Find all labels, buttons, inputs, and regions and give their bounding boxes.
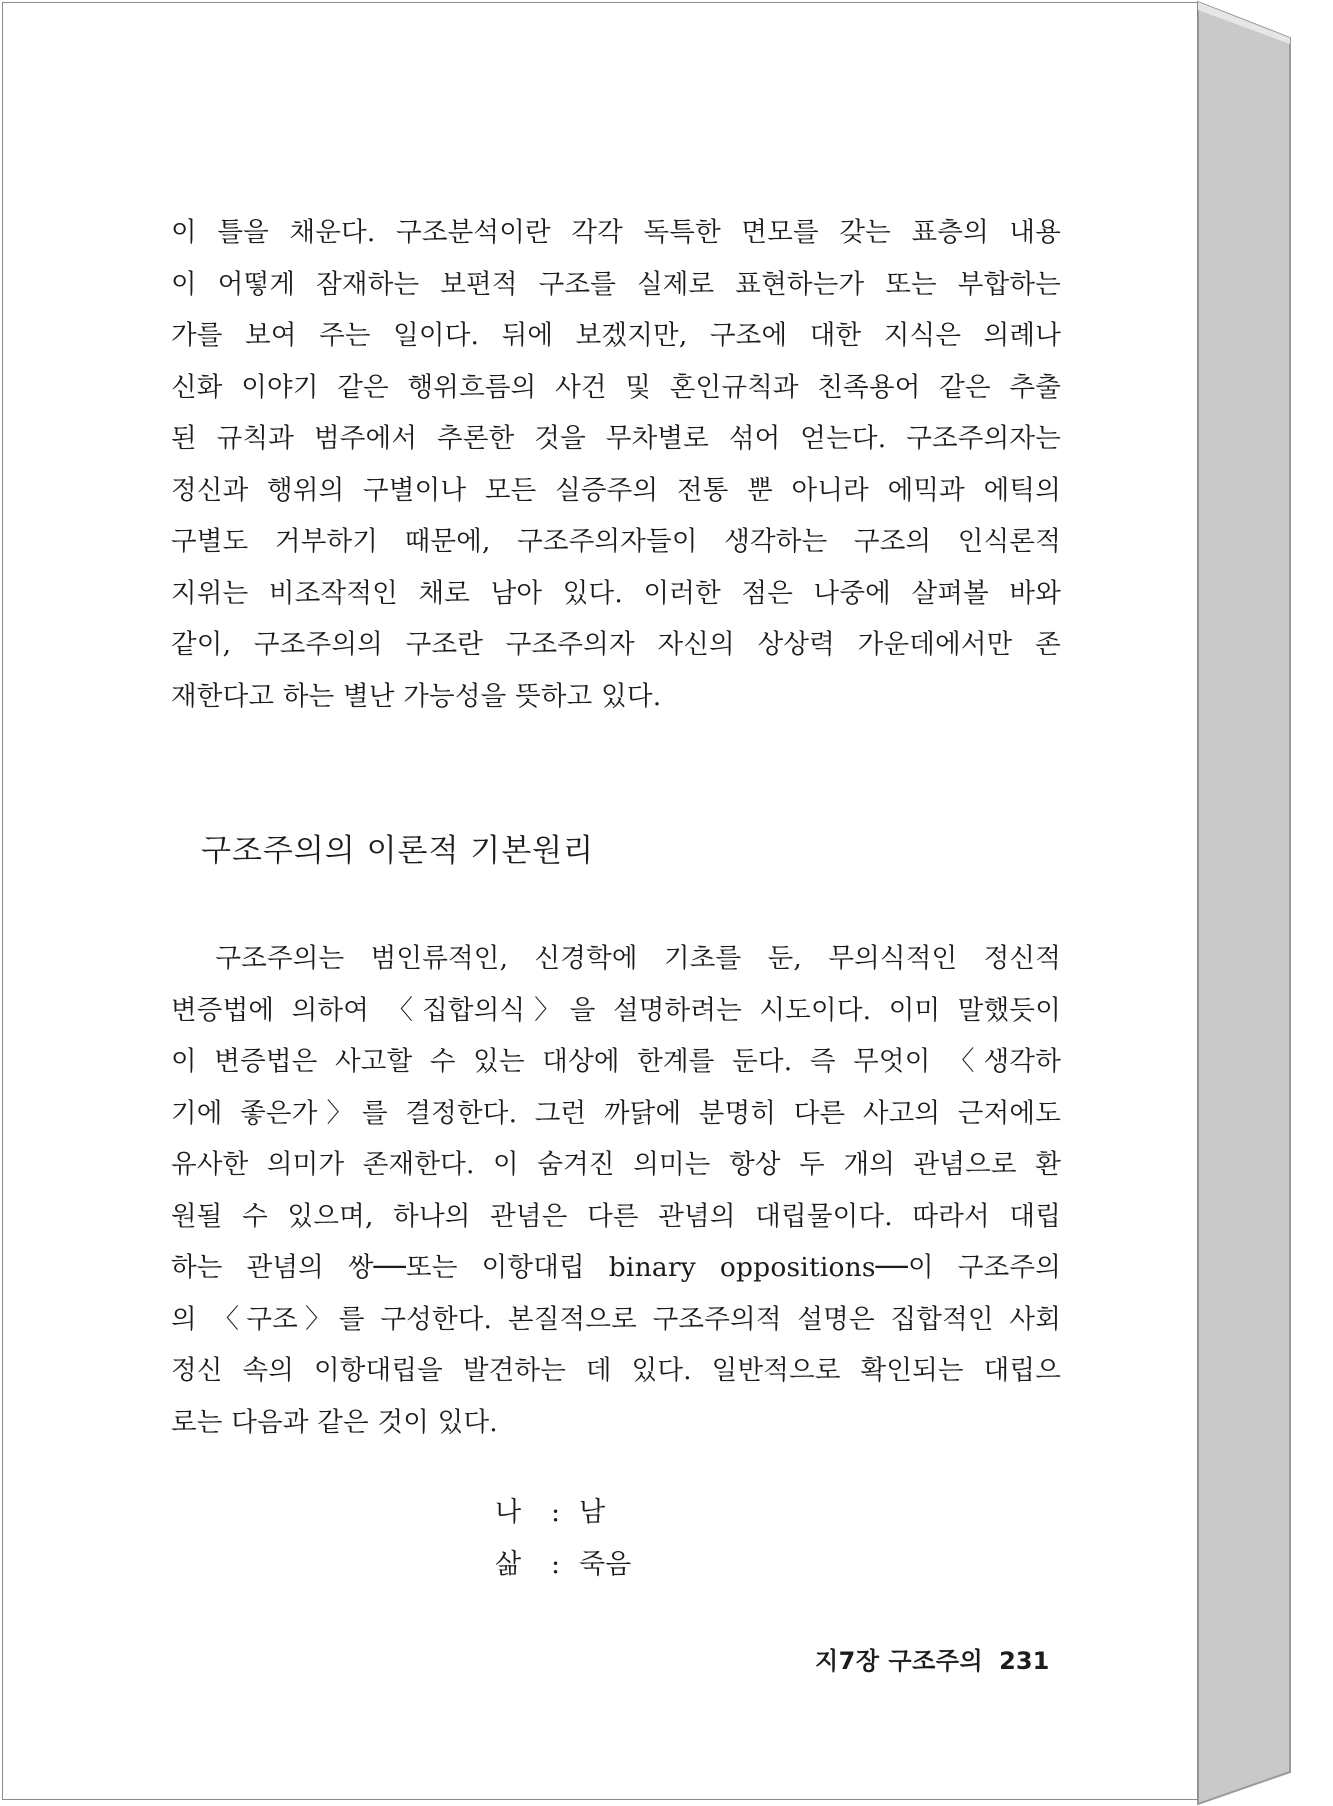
section-heading: 구조주의의 이론적 기본원리 bbox=[201, 833, 595, 869]
text-line: 이 어떻게 잠재하는 보편적 구조를 실제로 표현하는가 또는 부합하는 bbox=[171, 268, 1061, 300]
paragraph-structuralism-principles bbox=[171, 933, 1061, 1448]
opposition-separator: : bbox=[551, 1549, 561, 1580]
text-line: 이 틀을 채운다. 구조분석이란 각각 독특한 면모를 갖는 표층의 내용 bbox=[171, 217, 1061, 248]
text-line: 의 〈구조〉를 구성한다. 본질적으로 구조주의적 설명은 집합적인 사회 bbox=[171, 1303, 1061, 1335]
text-line: 신화 이야기 같은 행위흐름의 사건 및 혼인규칙과 친족용어 같은 추출 bbox=[171, 371, 1061, 403]
page-number: 231 bbox=[999, 1647, 1050, 1675]
page-footer bbox=[815, 1641, 1049, 1676]
text-line: 구별도 거부하기 때문에, 구조주의자들이 생각하는 구조의 인식론적 bbox=[171, 526, 1061, 557]
text-line: 가를 보여 주는 일이다. 뒤에 보겠지만, 구조에 대한 지식은 의례나 bbox=[171, 320, 1061, 351]
text-line: 정신과 행위의 구별이나 모든 실증주의 전통 뿐 아니라 에믹과 에틱의 bbox=[171, 474, 1061, 506]
book-page bbox=[2, 2, 1198, 1800]
text-line: 이 변증법은 사고할 수 있는 대상에 한계를 둔다. 즉 무엇이 〈생각하 bbox=[171, 1046, 1061, 1077]
chapter-title: 지7장 구조주의 bbox=[815, 1647, 984, 1675]
text-line: 유사한 의미가 존재한다. 이 숨겨진 의미는 항상 두 개의 관념으로 환 bbox=[171, 1149, 1061, 1180]
opposition-separator: : bbox=[551, 1497, 561, 1528]
opposition-right: 남 bbox=[579, 1497, 606, 1528]
text-line: 정신 속의 이항대립을 발견하는 데 있다. 일반적으로 확인되는 대립으 bbox=[171, 1355, 1061, 1386]
text-line: 같이, 구조주의의 구조란 구조주의자 자신의 상상력 가운데에서만 존 bbox=[171, 629, 1061, 660]
opposition-pair bbox=[495, 1539, 631, 1591]
opposition-pair bbox=[495, 1487, 605, 1539]
opposition-left: 나 bbox=[495, 1497, 522, 1528]
opposition-right: 죽음 bbox=[579, 1549, 632, 1580]
text-line: 된 규칙과 범주에서 추론한 것을 무차별로 섞어 얻는다. 구조주의자는 bbox=[171, 423, 1061, 454]
text-line: 재한다고 하는 별난 가능성을 뜻하고 있다. bbox=[171, 680, 662, 712]
text-line: 원될 수 있으며, 하나의 관념은 다른 관념의 대립물이다. 따라서 대립 bbox=[171, 1200, 1061, 1232]
text-line: 하는 관념의 쌍──또는 이항대립 binary oppositions──이 구조주의 bbox=[171, 1252, 1061, 1283]
text-line: 변증법에 의하여 〈집합의식〉을 설명하려는 시도이다. 이미 말했듯이 bbox=[171, 994, 1061, 1026]
paragraph-continued bbox=[171, 207, 1061, 722]
text-line: 기에 좋은가〉를 결정한다. 그런 까닭에 분명히 다른 사고의 근저에도 bbox=[171, 1097, 1061, 1129]
text-line: 구조주의는 범인류적인, 신경학에 기초를 둔, 무의식적인 정신적 bbox=[171, 943, 1061, 974]
text-line: 지위는 비조작적인 채로 남아 있다. 이러한 점은 나중에 살펴볼 바와 bbox=[171, 577, 1061, 609]
opposition-left: 삶 bbox=[495, 1549, 522, 1580]
text-line: 로는 다음과 같은 것이 있다. bbox=[171, 1406, 498, 1438]
